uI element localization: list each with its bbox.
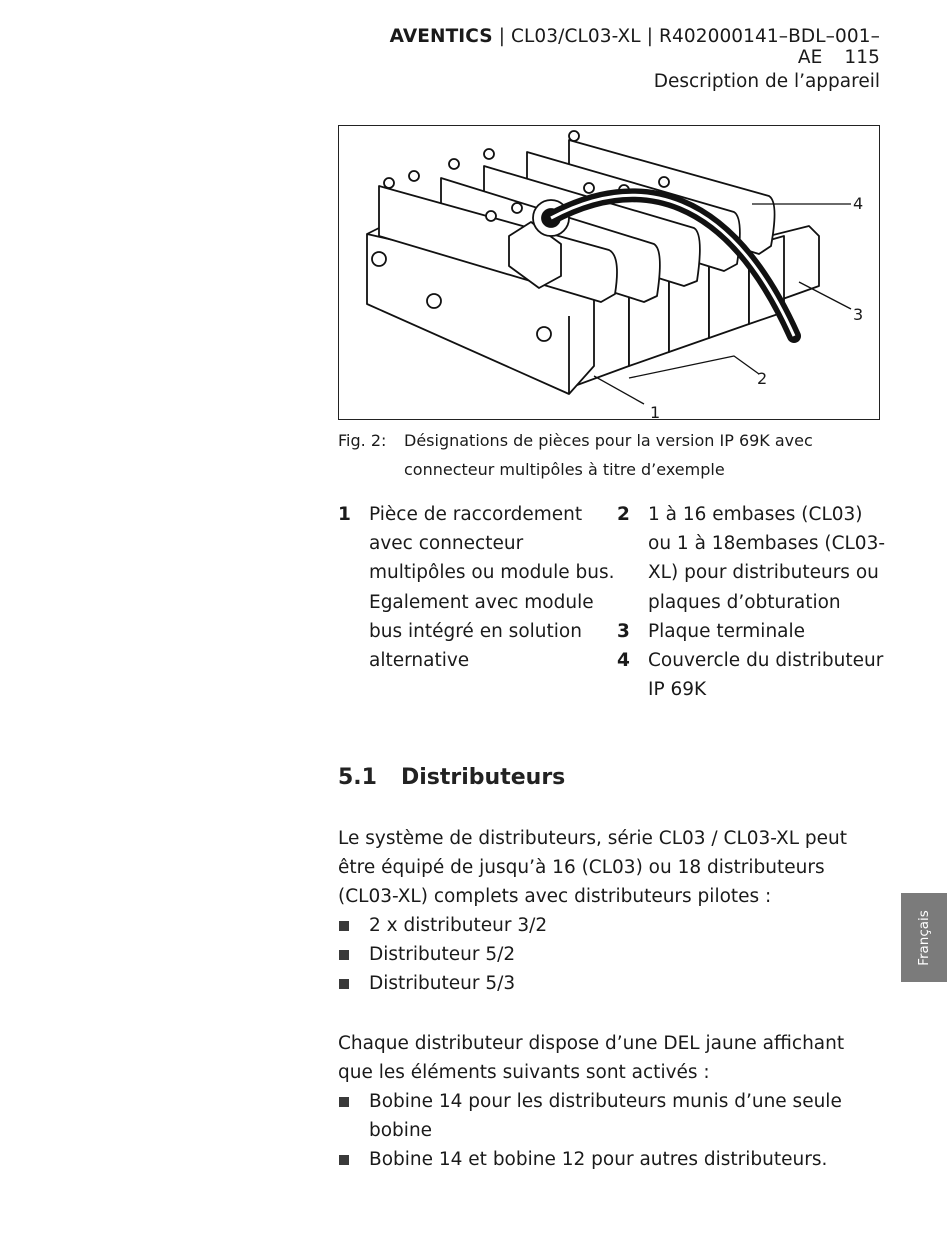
legend-text: Plaque terminale: [648, 620, 806, 642]
legend-left: [338, 500, 618, 675]
legend-number: 2: [617, 504, 630, 525]
running-section-title: Description de l’appareil: [653, 71, 880, 92]
bullet-square-icon: [339, 1155, 349, 1165]
list-item: [338, 1145, 883, 1174]
screw: [537, 327, 551, 341]
screw: [372, 252, 386, 266]
screw: [427, 294, 441, 308]
callout-3: 3: [853, 305, 864, 324]
caption-label: Fig. 2:: [338, 431, 387, 450]
list-item: [338, 969, 883, 998]
legend-number: 1: [338, 504, 351, 525]
legend-text: Couvercle du distributeur IP 69K: [648, 650, 884, 701]
screw: [512, 203, 522, 213]
legend-text: 1 à 16 embases (CL03) ou 1 à 18embases (CL03-XL) pour distributeurs ou plaques d’obturation: [648, 504, 886, 613]
callout-2: 2: [757, 369, 768, 388]
language-tab-label: Français: [916, 909, 932, 966]
list-item-text: Distributeur 5/3: [369, 973, 516, 995]
section-title: Distributeurs: [401, 765, 566, 790]
bullet-square-icon: [339, 1097, 349, 1107]
screw: [384, 178, 394, 188]
legend-right: [617, 500, 887, 704]
legend-item: [617, 500, 887, 617]
list-item-text: Bobine 14 pour les distributeurs munis d’une seule bobine: [369, 1091, 842, 1142]
valve-types-list: [338, 911, 883, 999]
section-heading: [338, 765, 565, 790]
bullet-square-icon: [339, 921, 349, 931]
caption-text: Désignations de pièces pour la version IP 69K avec connecteur multipôles à titre d’exemple: [404, 431, 813, 479]
valve-system-illustration: [339, 126, 879, 419]
legend-number: 3: [617, 620, 630, 642]
bullet-square-icon: [339, 950, 349, 960]
figure-2: [338, 125, 880, 420]
list-item-text: Bobine 14 et bobine 12 pour autres distributeurs.: [369, 1149, 828, 1171]
list-item-text: 2 x distributeur 3/2: [369, 915, 548, 936]
list-item: [338, 911, 883, 940]
list-item-text: Distributeur 5/2: [369, 944, 516, 966]
document-reference: | CL03/CL03-XL | R402000141–BDL–001–AE: [492, 26, 880, 68]
list-item: [338, 1087, 883, 1145]
screw: [584, 183, 594, 193]
legend-item: [338, 500, 618, 675]
bullet-square-icon: [339, 979, 349, 989]
language-tab: [901, 893, 947, 982]
page-header: [338, 26, 880, 68]
legend-text: Pièce de raccordement avec connecteur multipôles ou module bus. Egalement avec module bus intégré en solution alternative: [369, 504, 615, 672]
legend-item: [617, 646, 887, 704]
page-number: 115: [844, 47, 880, 68]
screw: [484, 149, 494, 159]
section-number: 5.1: [338, 765, 377, 790]
intro-paragraph: Le système de distributeurs, série CL03 / CL03-XL peut être équipé de jusqu’à 16 (CL03) ou 18 distributeurs (CL03-XL) complets avec distributeurs pilotes :: [338, 828, 848, 908]
screw: [569, 131, 579, 141]
coil-list: [338, 1087, 883, 1175]
callout-4: 4: [853, 194, 864, 213]
screw: [409, 171, 419, 181]
screw: [486, 211, 496, 221]
screw: [449, 159, 459, 169]
screw: [659, 177, 669, 187]
callout-1: 1: [650, 403, 661, 419]
list-item: [338, 940, 883, 969]
legend-number: 4: [617, 650, 630, 672]
brand-name: AVENTICS: [389, 26, 493, 47]
led-paragraph: Chaque distributeur dispose d’une DEL jaune affichant que les éléments suivants sont activés :: [338, 1033, 845, 1084]
legend-item: [617, 617, 887, 646]
